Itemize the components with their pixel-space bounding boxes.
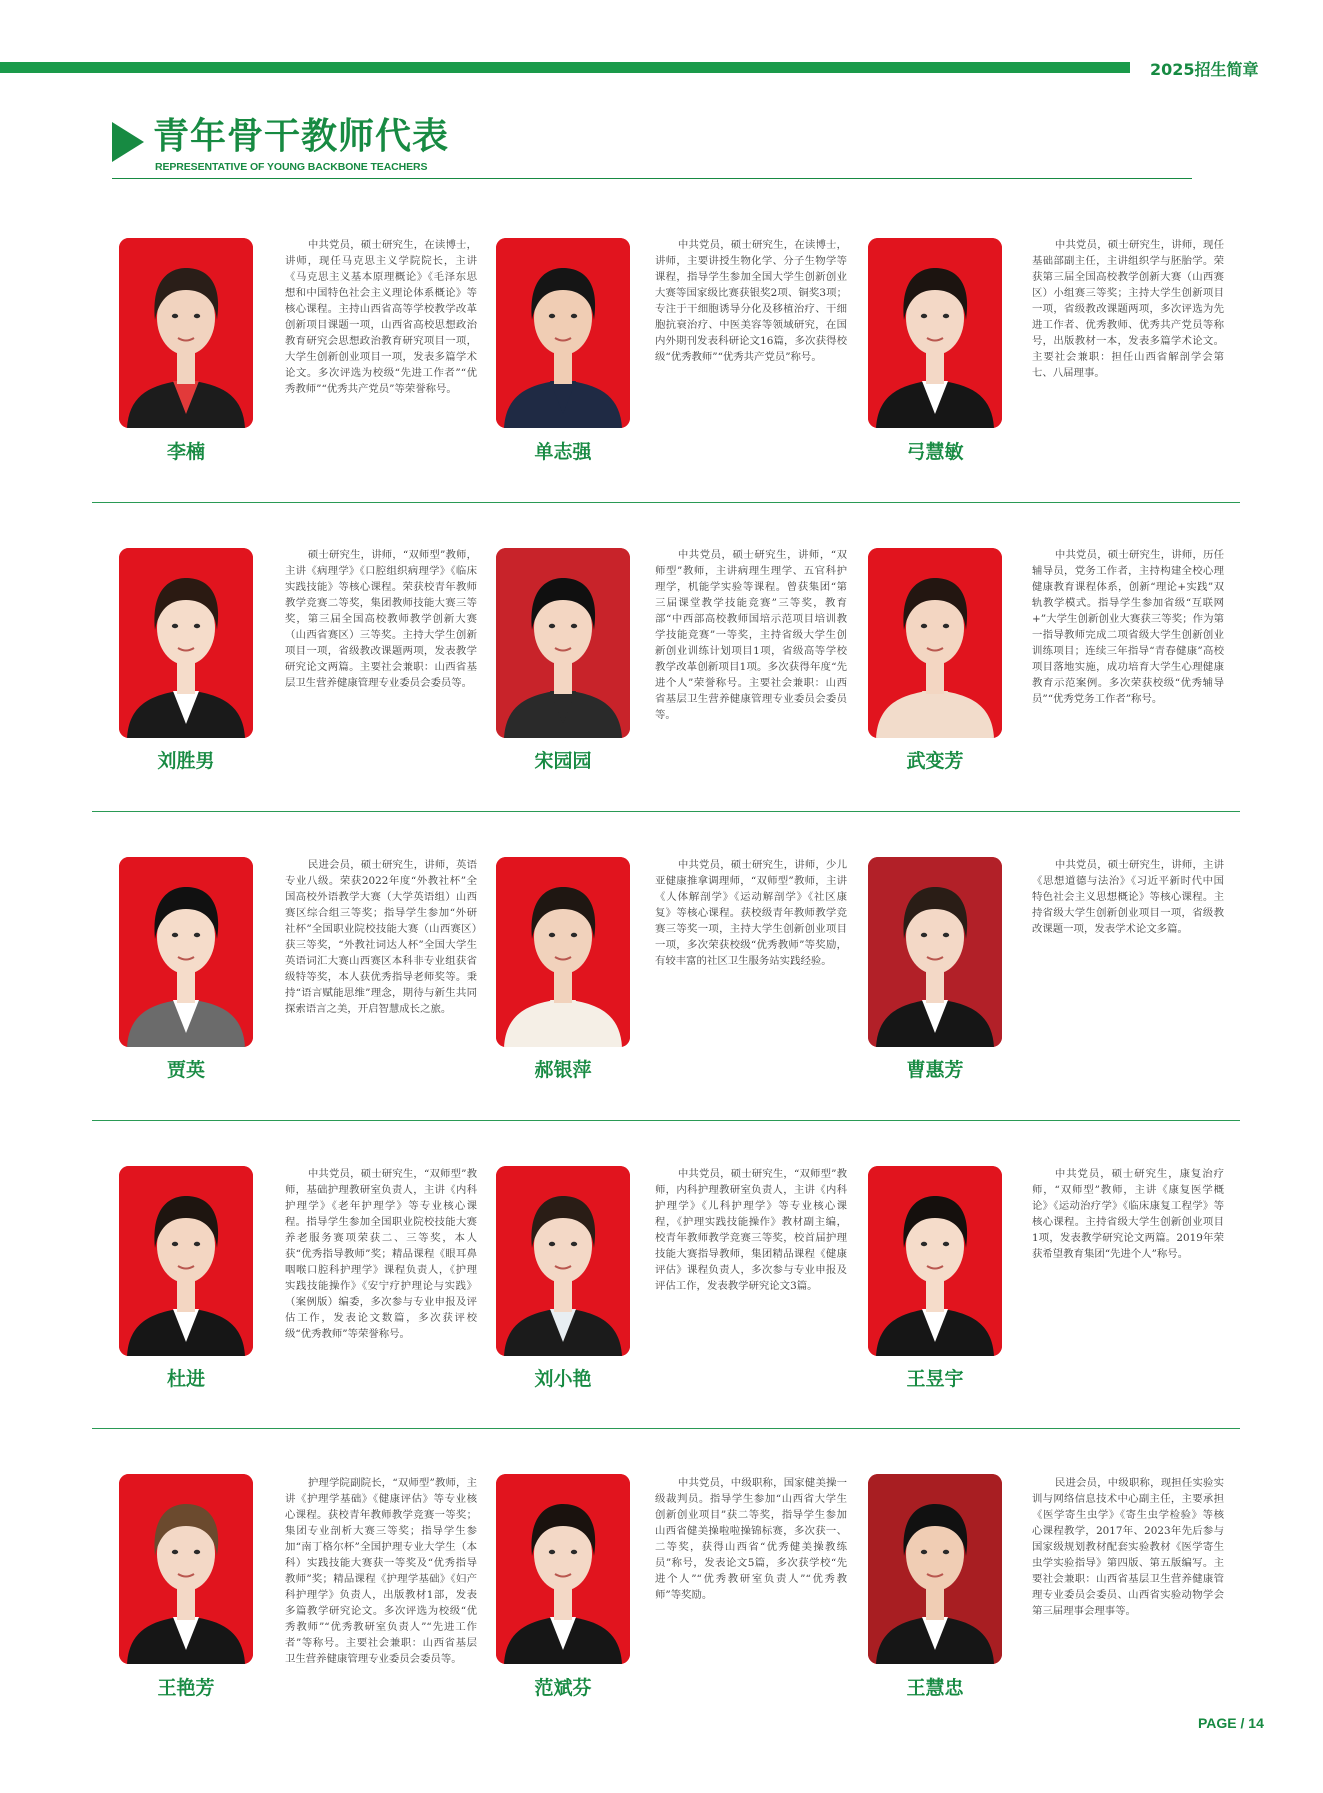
teacher-name: 王慧忠	[906, 1677, 964, 1699]
teacher-name: 武变芳	[906, 750, 964, 772]
row-divider	[92, 502, 1240, 503]
teacher-name: 曹惠芳	[906, 1059, 964, 1081]
page-title: 青年骨干教师代表	[153, 115, 450, 157]
teacher-bio: 中共党员，硕士研究生，“双师型”教师，内科护理教研室负责人，主讲《内科护理学》《儿科护理学》等专业核心课程，《护理实践技能操作》教材副主编，校青年教师教学竞赛三等奖，校首届护理技能大赛指导教师，集团精品课程《健康评估》课程负责人，多次参与专业申报及评估工作，发表教学研究论文3篇。	[655, 1168, 847, 1292]
teacher-name: 贾英	[166, 1059, 205, 1081]
row-divider	[92, 1120, 1240, 1121]
teacher-photo	[496, 857, 630, 1047]
teacher-bio: 中共党员，硕士研究生，讲师，“双师型”教师，主讲病理生理学、五官科护理学，机能学实验等课程。曾获集团“第三届课堂教学技能竞赛”三等奖，教育部“中西部高校教师国培示范项目培训教学技能竞赛”一等奖，主持省级大学生创新创业训练计划项目1项，省级高等学校教学改革创新项目1项。多次获得年度“先进个人”荣誉称号。主要社会兼职：山西省基层卫生营养健康管理专业委员会委员等。	[655, 549, 847, 721]
teacher-name: 李楠	[166, 441, 205, 463]
teacher-name: 刘胜男	[157, 750, 215, 772]
teacher-name: 弓慧敏	[906, 441, 964, 463]
teacher-bio: 硕士研究生，讲师，“双师型”教师，主讲《病理学》《口腔组织病理学》《临床实践技能》等核心课程。荣获校青年教师教学竞赛二等奖，集团教师技能大赛三等奖，第三届全国高校教师教学创新大赛（山西省赛区）三等奖。主持大学生创新项目一项，省级教改课题两项，发表教学研究论文两篇。主要社会兼职：山西省基层卫生营养健康管理专业委员会委员等。	[285, 549, 477, 689]
row-divider	[92, 1428, 1240, 1429]
teacher-photo	[868, 1474, 1002, 1664]
teacher-bio: 民进会员，中级职称，现担任实验实训与网络信息技术中心副主任，主要承担《医学寄生虫学》《寄生虫学检验》等核心课程教学，2017年、2023年先后参与国家级规划教材配套实验教材《医学寄生虫学实验指导》第四版、第五版编写。主要社会兼职：山西省基层卫生营养健康管理专业委员会委员、山西省实验动物学会第三届理事会理事等。	[1032, 1477, 1224, 1617]
teacher-bio: 护理学院副院长，“双师型”教师，主讲《护理学基础》《健康评估》等专业核心课程。获校青年教师教学竞赛一等奖；集团专业剖析大赛三等奖；指导学生参加“南丁格尔杯”全国护理专业大学生（本科）实践技能大赛获一等奖及“优秀指导教师”奖；精品课程《护理学基础》《妇产科护理学》负责人，出版教材1部，发表多篇教学研究论文。多次评选为校级“优秀教师”“优秀教研室负责人”“先进工作者”等称号。主要社会兼职：山西省基层卫生营养健康管理专业委员会委员等。	[285, 1477, 477, 1665]
teacher-name: 刘小艳	[534, 1368, 592, 1390]
teacher-bio: 中共党员，硕士研究生，讲师，历任辅导员，党务工作者，主持构建全校心理健康教育课程体系，创新“理论+实践”双轨教学模式。指导学生参加省级“互联网+”大学生创新创业大赛获三等奖；作为第一指导教师完成二项省级大学生创新创业训练项目；连续三年指导“青春健康”高校项目落地实施，成功培育大学生心理健康教育示范案例。多次荣获校级“优秀辅导员”“优秀党务工作者”称号。	[1032, 549, 1224, 705]
teacher-bio: 中共党员，硕士研究生，康复治疗师，“双师型”教师，主讲《康复医学概论》《运动治疗学》《临床康复工程学》等核心课程。主持省级大学生创新创业项目1项，发表教学研究论文两篇。2019年荣获希望教育集团“先进个人”称号。	[1032, 1168, 1224, 1260]
teacher-bio: 中共党员，硕士研究生，“双师型”教师，基础护理教研室负责人，主讲《内科护理学》《老年护理学》等专业核心课程。指导学生参加全国职业院校技能大赛养老服务赛项荣获二、三等奖，本人获“优秀指导教师”奖；精品课程《眼耳鼻咽喉口腔科护理学》课程负责人，《护理实践技能操作》《安宁疗护理论与实践》（案例版）编委，多次参与专业申报及评估工作，发表论文数篇，多次获评校级“优秀教师”等荣誉称号。	[285, 1168, 477, 1340]
teacher-bio: 中共党员，硕士研究生，在读博士，讲师，主要讲授生物化学、分子生物学等课程，指导学生参加全国大学生创新创业大赛等国家级比赛获银奖2项、铜奖3项；专注于干细胞诱导分化及移植治疗、干细胞抗衰治疗、中医美容等领域研究，在国内外期刊发表科研论文16篇，多次获得校级“优秀教师”“优秀共产党员”称号。	[655, 239, 847, 363]
teacher-name: 范斌芬	[534, 1677, 592, 1699]
teacher-photo	[496, 1166, 630, 1356]
teacher-name: 宋园园	[534, 750, 592, 772]
teacher-bio: 中共党员，硕士研究生，讲师，现任基础部副主任，主讲组织学与胚胎学。荣获第三届全国高校教学创新大赛（山西赛区）小组赛三等奖；主持大学生创新项目一项，省级教改课题两项，多次评选为先进工作者、优秀教师、优秀共产党员等称号，出版教材一本，发表多篇学术论文。主要社会兼职：担任山西省解剖学会第七、八届理事。	[1032, 239, 1224, 379]
row-divider	[92, 811, 1240, 812]
teacher-bio: 中共党员，硕士研究生，讲师，少儿亚健康推拿调理师，“双师型”教师，主讲《人体解剖学》《运动解剖学》《社区康复》等核心课程。获校级青年教师教学竞赛三等奖一项，主持大学生创新创业项目一项，多次荣获校级“优秀教师”等奖励，有较丰富的社区卫生服务站实践经验。	[655, 859, 847, 967]
teacher-photo	[868, 1166, 1002, 1356]
teacher-photo	[496, 1474, 630, 1664]
teacher-name: 郝银萍	[534, 1059, 592, 1081]
teacher-photo	[119, 857, 253, 1047]
teacher-bio: 中共党员，硕士研究生，讲师，主讲《思想道德与法治》《习近平新时代中国特色社会主义思想概论》等核心课程。主持省级大学生创新创业项目一项，省级教改课题一项，发表学术论文多篇。	[1032, 859, 1224, 935]
teacher-photo	[119, 548, 253, 738]
title-arrow-icon	[112, 122, 144, 162]
teacher-photo	[119, 1474, 253, 1664]
brochure-title: 2025招生简章	[1150, 60, 1259, 79]
teacher-bio: 中共党员，中级职称，国家健美操一级裁判员。指导学生参加“山西省大学生创新创业项目”获二等奖，指导学生参加山西省健美操啦啦操锦标赛，多次获一、二等奖，获得山西省“优秀健美操教练员”称号，发表论文5篇，多次获学校“先进个人”“优秀教研室负责人”“优秀教师”等奖励。	[655, 1477, 847, 1601]
teacher-photo	[496, 238, 630, 428]
teacher-bio: 民进会员，硕士研究生，讲师，英语专业八级。荣获2022年度“外教社杯”全国高校外语教学大赛（大学英语组）山西赛区综合组三等奖；指导学生参加“外研社杯”全国职业院校技能大赛（山西赛区）获三等奖，“外教社词达人杯”全国大学生英语词汇大赛山西赛区本科非专业组获省级特等奖，本人获优秀指导老师奖等。秉持“语言赋能思维”理念，期待与新生共同探索语言之美，开启智慧成长之旅。	[285, 859, 477, 1015]
teacher-photo	[496, 548, 630, 738]
header-green-bar	[0, 62, 1130, 73]
teacher-name: 王昱宇	[906, 1368, 964, 1390]
teacher-photo	[119, 238, 253, 428]
teacher-photo	[868, 238, 1002, 428]
teacher-bio: 中共党员，硕士研究生，在读博士，讲师，现任马克思主义学院院长，主讲《马克思主义基本原理概论》《毛泽东思想和中国特色社会主义理论体系概论》等核心课程。主持山西省高等学校教学改革创新项目课题一项，山西省高校思想政治教育研究会思想政治教育研究项目一项，大学生创新创业项目一项，发表多篇学术论文。多次评选为校级“先进工作者”“优秀教师”“优秀共产党员”等荣誉称号。	[285, 239, 477, 395]
teacher-photo	[868, 548, 1002, 738]
teacher-name: 王艳芳	[157, 1677, 215, 1699]
teacher-photo	[868, 857, 1002, 1047]
page-subtitle: REPRESENTATIVE OF YOUNG BACKBONE TEACHERS	[155, 161, 428, 173]
teacher-photo	[119, 1166, 253, 1356]
teacher-name: 单志强	[534, 441, 592, 463]
page-number: PAGE / 14	[1198, 1715, 1264, 1731]
title-underline	[112, 178, 1192, 179]
teacher-name: 杜进	[166, 1368, 205, 1390]
